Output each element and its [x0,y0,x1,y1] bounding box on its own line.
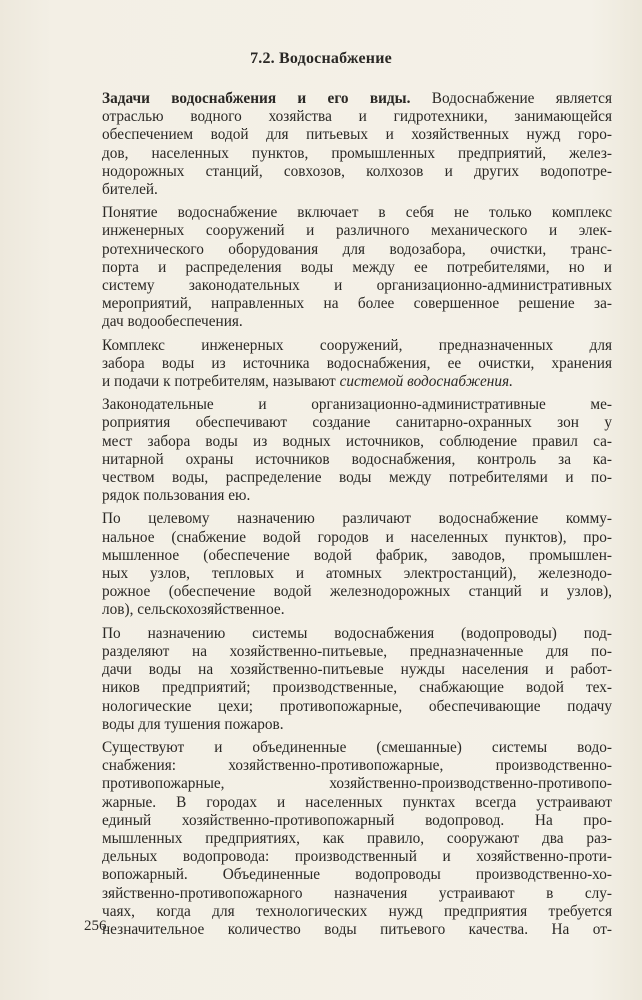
paragraph-5-line-5: рожное (обеспечение водой железнодорожных станций и узлов), [102,583,612,601]
paragraph-7-line-5: единый хозяйственно-противопожарный водопровод. На про- [102,811,612,829]
paragraph-2-line-4: порта и распределения воды между ее потребителями, но и [102,258,612,276]
paragraph-3 [88,337,612,392]
paragraph-7-line-3: противопожарные, хозяйственно-производственно-противопо- [102,775,612,793]
paragraph-7-line-11: незначительное количество воды питьевого качества. На от- [102,920,612,938]
paragraph-2-line-3: ротехнического оборудования для водозабора, очистки, транс- [102,240,612,258]
paragraph-1-line-1 [88,90,612,108]
paragraph-5-line-4: ных узлов, тепловых и атомных электростанций), железнодо- [102,565,612,583]
paragraph-5-line-6: лов), сельскохозяйственное. [102,601,285,619]
page-body [88,90,612,944]
paragraph-4-line-3: мест забора воды из водных источников, соблюдение правил са- [102,432,612,450]
paragraph-2-line-6: мероприятий, направленных на более совершенное решение за- [102,295,612,313]
paragraph-6-line-2: разделяют на хозяйственно-питьевые, предназначенные для по- [102,642,612,660]
paragraph-1-line-4: дов, населенных пунктов, промышленных предприятий, желез- [102,144,612,162]
paragraph-6-line-5: нологические цехи; противопожарные, обеспечивающие подачу [102,697,612,715]
page-number: 256 [84,918,107,934]
paragraph-3-line-2: забора воды из источника водоснабжения, ее очистки, хранения [102,354,612,372]
paragraph-2 [88,204,612,331]
italic-term: системой водоснабжения. [339,373,513,391]
paragraph-1-line-3: обеспечением водой для питьевых и хозяйственных нужд горо- [102,126,612,144]
paragraph-6-line-6: воды для тушения пожаров. [102,715,284,733]
section-title: 7.2. Водоснабжение [250,50,392,67]
paragraph-3-line-3 [88,373,612,391]
run-in-heading: Задачи водоснабжения и его виды. [102,90,411,107]
paragraph-4-line-2: роприятия обеспечивают создание санитарно-охранных зон у [102,414,612,432]
paragraph-6 [88,625,612,734]
paragraph-6-line-3: дачи воды на хозяйственно-питьевые нужды населения и работ- [102,661,612,679]
paragraph-7-line-10: чаях, когда для технологических нужд предприятия требуется [102,902,612,920]
paragraph-1-line-2: отраслью водного хозяйства и гидротехники, занимающейся [102,108,612,126]
paragraph-7 [88,739,612,939]
paragraph-7-line-1: Существуют и объединенные (смешанные) системы водо- [102,738,612,756]
paragraph-4-line-4: нитарной охраны источников водоснабжения, контроль за ка- [102,450,612,468]
paragraph-7-line-2: снабжения: хозяйственно-противопожарные, производственно- [102,757,612,775]
paragraph-7-line-4: жарные. В городах и населенных пунктах всегда устраивают [102,793,612,811]
paragraph-7-line-6: мышленных предприятиях, как правило, сооружают два раз- [102,829,612,847]
paragraph-4-line-5: чеством воды, распределение воды между потребителями и по- [102,469,612,487]
paragraph-3-line-1: Комплекс инженерных сооружений, предназначенных для [102,336,612,354]
paragraph-4 [88,396,612,505]
paragraph-6-line-4: ников предприятий; производственные, снабжающие водой тех- [102,679,612,697]
paragraph-2-line-5: систему законодательных и организационно-административных [102,277,612,295]
paragraph-5-line-2: нальное (снабжение водой городов и населенных пунктов), про- [102,528,612,546]
paragraph-1-line-6: бителей. [102,181,158,199]
paragraph-3-line-3-text: и подачи к потребителям, называют [102,373,340,391]
paragraph-7-line-7: дельных водопровода: производственный и хозяйственно-проти- [102,848,612,866]
paragraph-4-line-1: Законодательные и организационно-административные ме- [102,396,612,414]
paragraph-5-line-3: мышленное (обеспечение водой фабрик, заводов, промышлен- [102,546,612,564]
paragraph-4-line-6: рядок пользования ею. [102,487,251,505]
paragraph-1-line-5: нодорожных станций, совхозов, колхозов и других водопотре- [102,162,612,180]
paragraph-7-line-9: зяйственно-противопожарного назначения устраивают в слу- [102,884,612,902]
paragraph-7-line-8: вопожарный. Объединенные водопроводы производственно-хо- [102,866,612,884]
paragraph-2-line-1: Понятие водоснабжение включает в себя не только комплекс [102,204,612,222]
paragraph-2-line-7: дач водообеспечения. [102,313,243,331]
paragraph-5-line-1: По целевому назначению различают водоснабжение комму- [102,510,612,528]
paragraph-1 [88,90,612,199]
paragraph-1-line-1-text: Водоснабжение является [410,90,613,107]
paragraph-6-line-1: По назначению системы водоснабжения (водопроводы) под- [102,624,612,642]
paragraph-2-line-2: инженерных сооружений и различного механического и элек- [102,222,612,240]
paragraph-5 [88,510,612,619]
